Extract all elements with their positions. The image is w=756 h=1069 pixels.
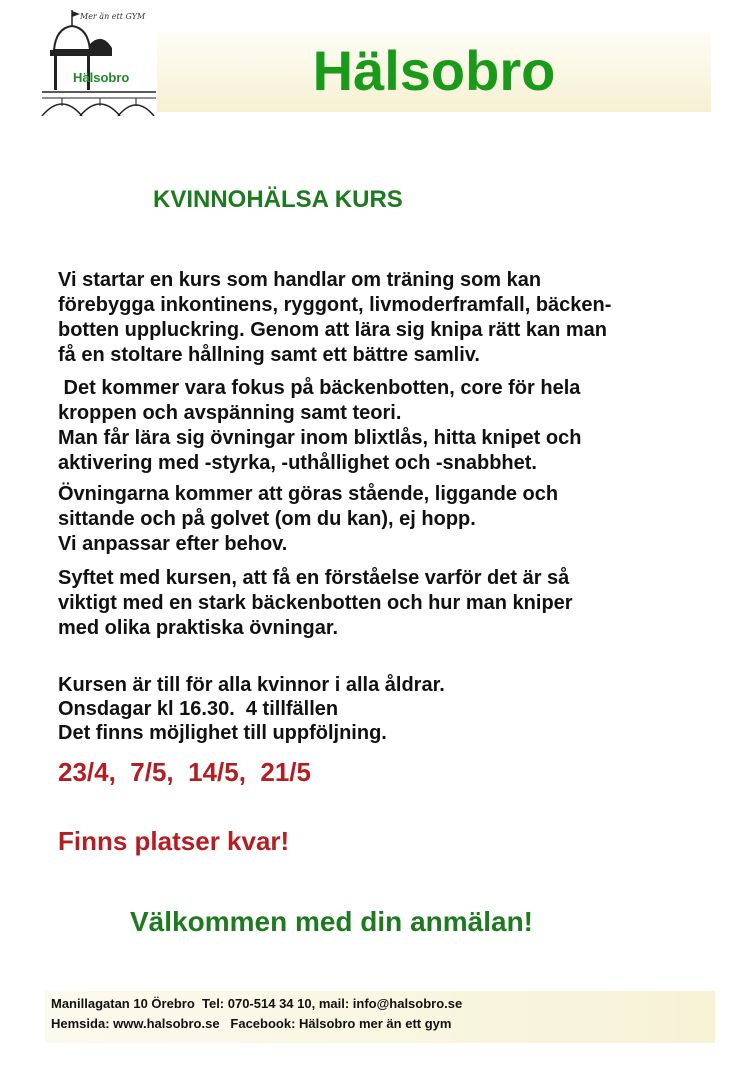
footer-web-line: Hemsida: www.halsobro.se Facebook: Hälsobro mer än ett gym: [51, 1016, 452, 1031]
text-line: Vi startar en kurs som handlar om träning som kan: [58, 269, 542, 291]
spots-left-notice: Finns platser kvar!: [58, 826, 290, 856]
focus-paragraph: [58, 376, 718, 476]
text-line: botten uppluckring. Genom att lära sig knipa rätt kan man: [58, 319, 607, 341]
text-line: viktigt med en stark bäckenbotten och hur man kniper: [58, 592, 573, 614]
text-line: Man får lära sig övningar inom blixtlås, hitta knipet och: [58, 427, 582, 449]
text-line: med olika praktiska övningar.: [58, 617, 339, 639]
text-line: Syftet med kursen, att få en förståelse varför det är så: [58, 567, 570, 589]
exercises-paragraph: [58, 482, 718, 557]
intro-paragraph: [58, 268, 718, 368]
halsobro-logo: [40, 8, 158, 116]
text-line: aktivering med -styrka, -uthållighet och -snabbhet.: [58, 452, 537, 474]
text-line: Det finns möjlighet till uppföljning.: [58, 722, 387, 744]
text-line: Det kommer vara fokus på bäckenbotten, core för hela: [58, 377, 581, 399]
purpose-paragraph: [58, 566, 718, 641]
text-line: Vi anpassar efter behov.: [58, 533, 288, 555]
course-dates: 23/4, 7/5, 14/5, 21/5: [58, 757, 311, 787]
schedule-paragraph: [58, 673, 718, 745]
footer-address-line: Manillagatan 10 Örebro Tel: 070-514 34 10, mail: info@halsobro.se: [51, 996, 463, 1011]
text-line: få en stoltare hållning samt ett bättre samliv.: [58, 344, 480, 366]
logo-name: Hälsobro: [73, 70, 130, 85]
text-line: Övningarna kommer att göras stående, liggande och: [58, 483, 559, 505]
building-dome-icon: [40, 8, 158, 116]
logo-tagline: Mer än ett GYM: [80, 12, 146, 21]
course-title: KVINNOHÄLSA KURS: [153, 186, 403, 213]
text-line: Onsdagar kl 16.30. 4 tillfällen: [58, 698, 339, 720]
text-line: sittande och på golvet (om du kan), ej hopp.: [58, 508, 476, 530]
text-line: förebygga inkontinens, ryggont, livmoderframfall, bäcken-: [58, 294, 612, 316]
footer-contact: [45, 991, 715, 1043]
page-title: Hälsobro: [312, 39, 556, 102]
welcome-message: Välkommen med din anmälan!: [130, 906, 533, 937]
text-line: Kursen är till för alla kvinnor i alla åldrar.: [58, 674, 445, 696]
text-line: kroppen och avspänning samt teori.: [58, 402, 402, 424]
